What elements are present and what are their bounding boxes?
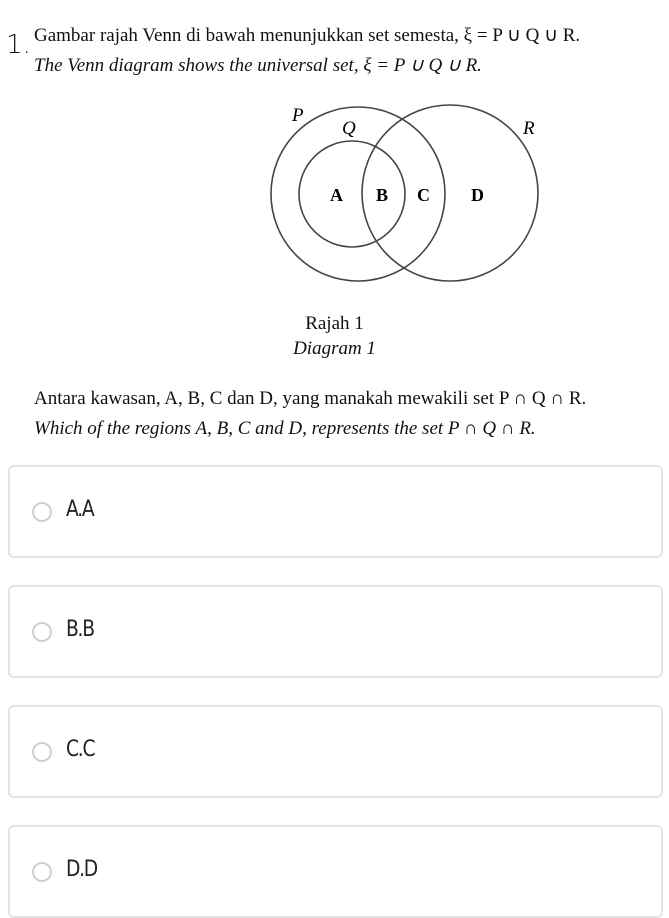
prompt-english: Which of the regions A, B, C and D, represents the set P ∩ Q ∩ R. bbox=[34, 418, 536, 439]
radio-button[interactable] bbox=[32, 862, 52, 882]
label-q: Q bbox=[342, 118, 356, 139]
question-number: 1. bbox=[6, 30, 31, 60]
region-a: A bbox=[330, 185, 343, 205]
region-d: D bbox=[471, 185, 484, 205]
region-c: C bbox=[417, 185, 430, 205]
option-label: A.A bbox=[66, 497, 94, 522]
label-r: R bbox=[523, 118, 535, 139]
option-d[interactable] bbox=[8, 825, 663, 918]
region-b: B bbox=[376, 185, 389, 205]
question-text-malay: Gambar rajah Venn di bawah menunjukkan set semesta, ξ = P ∪ Q ∪ R. bbox=[34, 25, 581, 46]
option-label: B.B bbox=[66, 617, 94, 642]
option-b[interactable] bbox=[8, 585, 663, 678]
option-label: C.C bbox=[66, 737, 95, 762]
venn-diagram bbox=[0, 0, 669, 300]
prompt-malay: Antara kawasan, A, B, C dan D, yang manakah mewakili set P ∩ Q ∩ R. bbox=[34, 388, 587, 409]
radio-button[interactable] bbox=[32, 742, 52, 762]
option-c[interactable] bbox=[8, 705, 663, 798]
option-a[interactable] bbox=[8, 465, 663, 558]
radio-button[interactable] bbox=[32, 502, 52, 522]
question-text-english: The Venn diagram shows the universal set, ξ = P ∪ Q ∪ R. bbox=[34, 55, 482, 76]
diagram-caption-malay: Rajah 1 bbox=[305, 313, 364, 334]
circle-r bbox=[362, 105, 538, 281]
circle-q bbox=[299, 141, 405, 247]
radio-button[interactable] bbox=[32, 622, 52, 642]
option-label: D.D bbox=[66, 857, 97, 882]
label-p: P bbox=[292, 105, 304, 126]
diagram-caption-english: Diagram 1 bbox=[293, 338, 376, 359]
